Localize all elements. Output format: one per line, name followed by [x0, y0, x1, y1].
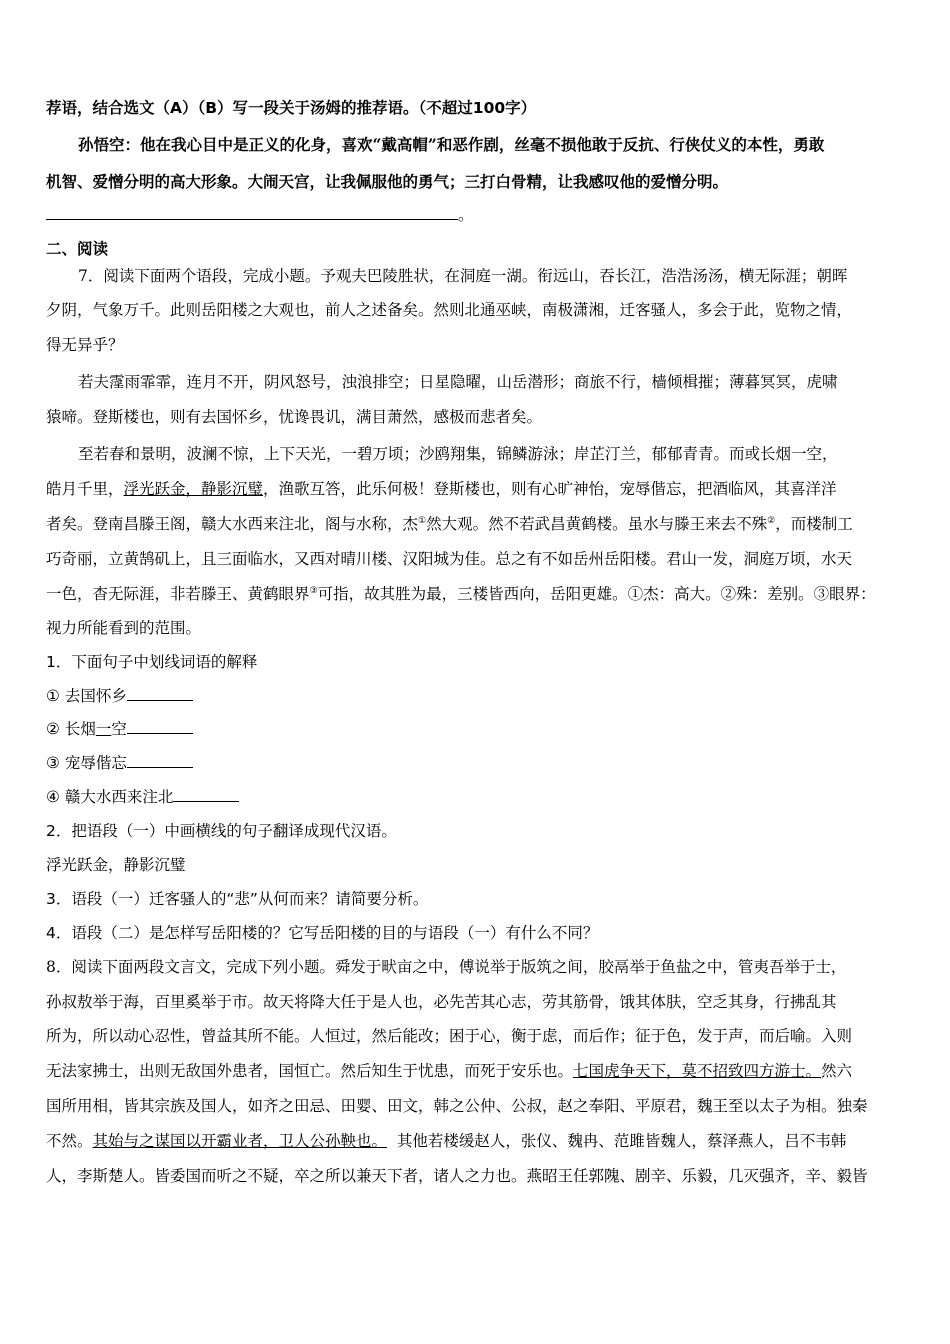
q8-line-5: 国所用相，皆其宗族及国人，如齐之田忌、田婴、田文，韩之公仲、公叔，赵之奉阳、平原君，魏王至以太子为相。独秦 — [46, 1097, 868, 1115]
q7-paragraph-3-line-5 — [46, 584, 876, 604]
fill-blank[interactable] — [127, 719, 193, 734]
q7-paragraph-2-line-1: 若夫霪雨霏霏，连月不开，阴风怒号，浊浪排空；日星隐曜，山岳潜形；商旅不行，樯倾楫摧；薄暮冥冥，虎啸 — [78, 373, 838, 391]
answer-end-mark: 。 — [458, 206, 474, 224]
section-title: 二、阅读 — [46, 240, 109, 258]
q7-sub-question-3: 3．语段（一）迁客骚人的“悲”从何而来？请简要分析。 — [46, 890, 429, 908]
text-run: 皓月千里， — [46, 480, 124, 498]
answer-line[interactable] — [46, 205, 474, 225]
q8-line-7: 人，李斯楚人。皆委国而听之不疑，卒之所以兼天下者，诸人之力也。燕昭王任郭隗、剧辛、乐毅，几灭强齐，辛、毅皆 — [46, 1167, 868, 1185]
q8-line-3: 所为，所以动心忍性，曾益其所不能。人恒过，然后能改；困于心，衡于虑，而后作；征于色，发于声，而后喻。入则 — [46, 1027, 853, 1045]
q7-paragraph-1-line-1: 7．阅读下面两个语段，完成小题。予观夫巴陵胜状，在洞庭一湖。衔远山，吞长江，浩浩汤汤，横无际涯；朝晖 — [78, 267, 848, 285]
underlined-word: 一 — [95, 720, 112, 738]
sample-recommendation-line-2: 机智、爱憎分明的高大形象。大闹天宫，让我佩服他的勇气；三打白骨精，让我感叹他的爱憎分明。 — [46, 172, 729, 191]
footnote-marker: ② — [767, 515, 776, 526]
underlined-sentence: 七国虎争天下，莫不招致四方游士。 — [573, 1062, 822, 1080]
text-run: 然六 — [821, 1062, 853, 1080]
q7-sub-item-3 — [46, 753, 193, 773]
q7-paragraph-3-line-4: 巧奇丽，立黄鹄矶上，且三面临水，又西对晴川楼、汉阳城为佳。总之有不如岳州岳阳楼。君山一发，洞庭万顷，水天 — [46, 550, 853, 568]
footnote-marker: ① — [418, 515, 427, 526]
q7-sub-question-1: 1．下面句子中划线词语的解释 — [46, 653, 258, 671]
q8-line-6 — [46, 1131, 846, 1151]
q7-sub-question-4: 4．语段（二）是怎样写岳阳楼的？它写岳阳楼的目的与语段（一）有什么不同？ — [46, 924, 599, 942]
text-run: ，渔歌互答，此乐何极！登斯楼也，则有心旷神怡，宠辱偕忘，把酒临风，其喜洋洋 — [263, 480, 837, 498]
text-run: 不然。 — [46, 1132, 93, 1150]
q7-sub-item-4 — [46, 787, 239, 807]
q7-paragraph-3-line-6: 视力所能看到的范围。 — [46, 619, 202, 637]
fill-blank[interactable] — [127, 686, 193, 701]
underlined-sentence: 其始与之谋国以开霸业者，卫人公孙鞅也。 — [92, 1132, 388, 1150]
q7-paragraph-1-line-3: 得无异乎？ — [46, 336, 124, 354]
text-run: 者矣。登南昌滕王阁，赣大水西来注北，阁与水称，杰 — [46, 515, 419, 533]
text-run: 可指，故其胜为最，三楼皆西向，岳阳更雄。①杰：高大。②殊：差别。③眼界： — [317, 585, 876, 603]
q7-paragraph-3-line-2 — [46, 479, 837, 499]
item-text: ③ 宠辱偕忘 — [46, 754, 127, 772]
item-text: ① 去国怀乡 — [46, 687, 127, 705]
fill-blank[interactable] — [173, 787, 239, 802]
q7-sub-item-1 — [46, 686, 193, 706]
text-run: 一色，杳无际涯，非若滕王、黄鹤眼界 — [46, 585, 310, 603]
q7-sub-item-2 — [46, 719, 193, 739]
item-text: 空 — [111, 720, 127, 738]
fill-blank[interactable] — [127, 753, 193, 768]
item-text: ② 长烟 — [46, 720, 96, 738]
answer-blank[interactable] — [46, 205, 458, 220]
q7-sub-question-2-sentence: 浮光跃金，静影沉璧 — [46, 856, 186, 874]
q7-paragraph-2-line-2: 猿啼。登斯楼也，则有去国怀乡，忧谗畏讥，满目萧然，感极而悲者矣。 — [46, 408, 543, 426]
text-run: 其他若楼缓赵人，张仪、魏冉、范雎皆魏人，蔡泽燕人，吕不韦韩 — [387, 1132, 847, 1150]
item-text: ④ 赣大水西来注北 — [46, 788, 174, 806]
q7-sub-question-2: 2．把语段（一）中画横线的句子翻译成现代汉语。 — [46, 822, 397, 840]
text-run: 然大观。然不若武昌黄鹤楼。虽水与滕王来去不殊 — [426, 515, 768, 533]
q8-line-1: 8．阅读下面两段文言文，完成下列小题。舜发于畎亩之中，傅说举于版筑之间，胶鬲举于鱼盐之中，管夷吾举于士， — [46, 958, 847, 976]
footnote-marker: ③ — [309, 585, 318, 596]
text-run: ，而楼制工 — [775, 515, 853, 533]
q7-paragraph-3-line-1: 至若春和景明，波澜不惊，上下天光，一碧万顷；沙鸥翔集，锦鳞游泳；岸芷汀兰，郁郁青青。而或长烟一空， — [78, 445, 838, 463]
q8-line-2: 孙叔敖举于海，百里奚举于市。故天将降大任于是人也，必先苦其心志，劳其筋骨，饿其体肤，空乏其身，行拂乱其 — [46, 993, 837, 1011]
underlined-sentence: 浮光跃金，静影沉璧 — [123, 480, 264, 498]
q8-line-4 — [46, 1061, 852, 1081]
intro-line: 荐语，结合选文（A）（B）写一段关于汤姆的推荐语。（不超过100字） — [46, 99, 537, 117]
sample-recommendation-line-1: 孙悟空：他在我心目中是正义的化身，喜欢“戴高帽”和恶作剧，丝毫不损他敢于反抗、行侠仗义的本性，勇敢 — [78, 135, 825, 154]
q7-paragraph-3-line-3 — [46, 514, 853, 534]
text-run: 无法家拂士，出则无敌国外患者，国恒亡。然后知生于忧患，而死于安乐也。 — [46, 1062, 574, 1080]
q7-paragraph-1-line-2: 夕阴，气象万千。此则岳阳楼之大观也，前人之述备矣。然则北通巫峡，南极潇湘，迁客骚人，多会于此，览物之情， — [46, 301, 853, 319]
